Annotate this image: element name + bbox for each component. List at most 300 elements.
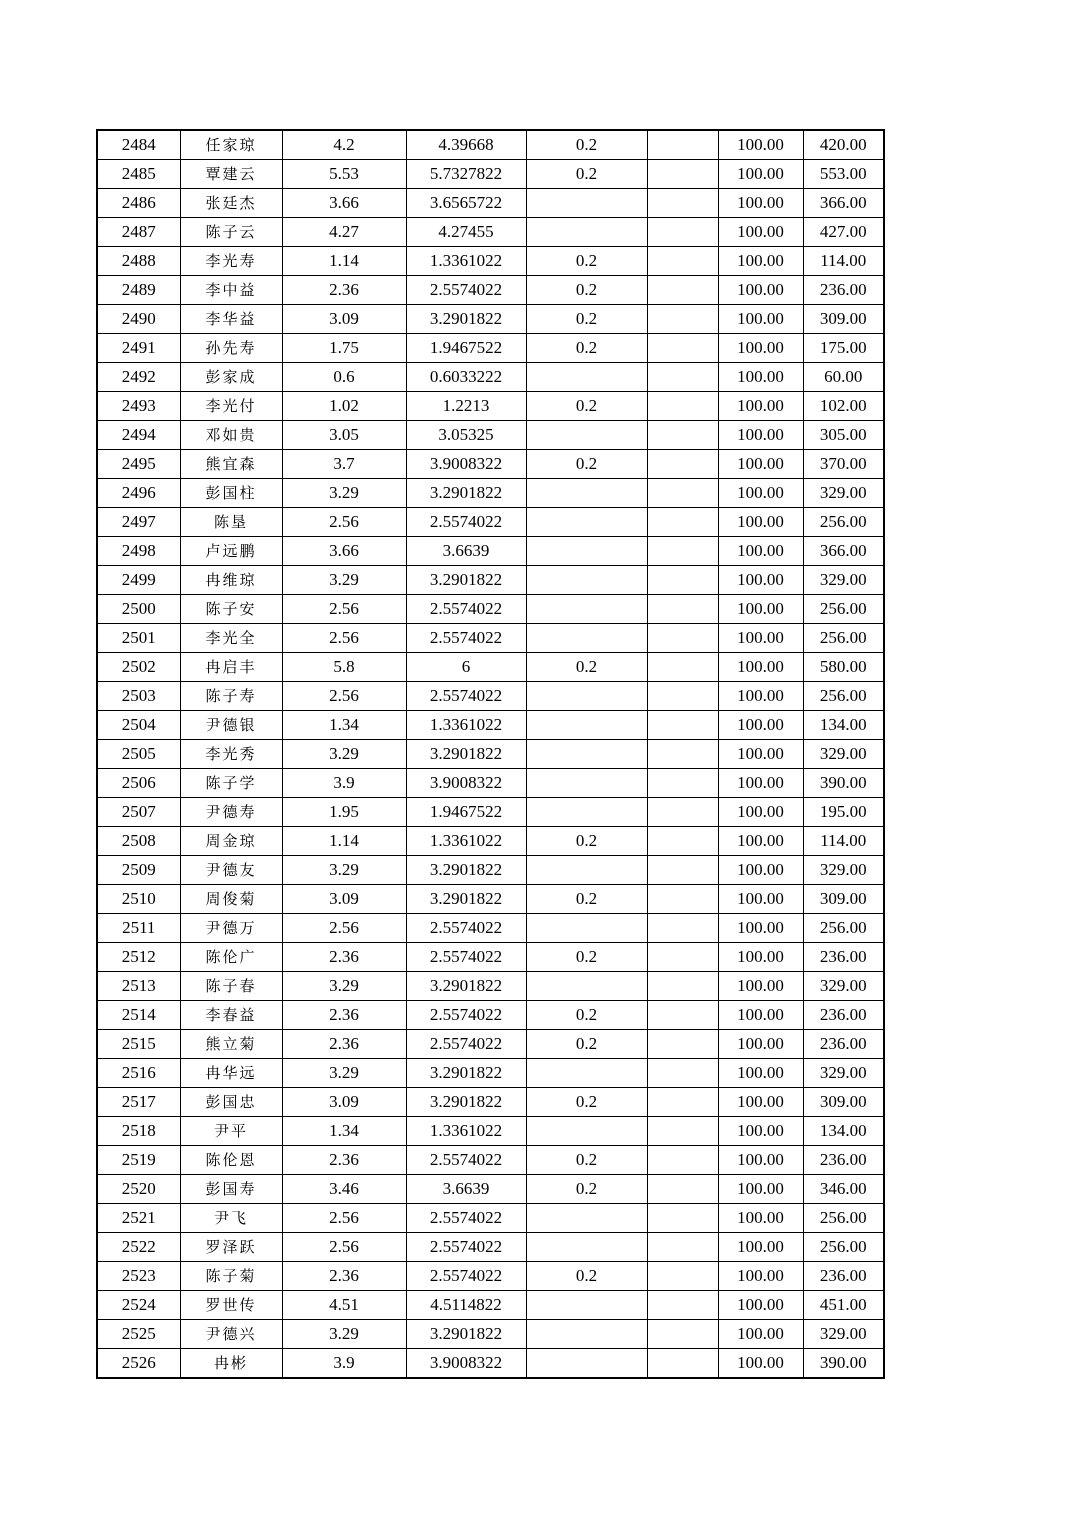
amount-cell: 256.00 xyxy=(803,914,884,943)
area-cell: 2.36 xyxy=(282,276,406,305)
table-row xyxy=(97,653,884,682)
rate-cell: 100.00 xyxy=(718,305,803,334)
amount-cell: 60.00 xyxy=(803,363,884,392)
area-cell: 1.75 xyxy=(282,334,406,363)
blank-cell xyxy=(647,160,718,189)
rate-cell: 100.00 xyxy=(718,885,803,914)
rate-cell: 100.00 xyxy=(718,1059,803,1088)
measured-cell: 2.5574022 xyxy=(406,682,526,711)
table-row xyxy=(97,972,884,1001)
id-cell: 2515 xyxy=(97,1030,180,1059)
rate-cell: 100.00 xyxy=(718,130,803,160)
blank-cell xyxy=(647,885,718,914)
blank-cell xyxy=(647,130,718,160)
rate-cell: 100.00 xyxy=(718,682,803,711)
table-row xyxy=(97,421,884,450)
area-cell: 3.09 xyxy=(282,305,406,334)
area-cell: 3.29 xyxy=(282,1059,406,1088)
measured-cell: 3.2901822 xyxy=(406,885,526,914)
name-cell: 冉华远 xyxy=(180,1059,282,1088)
measured-cell: 2.5574022 xyxy=(406,508,526,537)
rate-cell: 100.00 xyxy=(718,421,803,450)
id-cell: 2519 xyxy=(97,1146,180,1175)
measured-cell: 1.3361022 xyxy=(406,711,526,740)
name-cell: 熊宜森 xyxy=(180,450,282,479)
blank-cell xyxy=(647,1320,718,1349)
table-row xyxy=(97,1262,884,1291)
amount-cell: 195.00 xyxy=(803,798,884,827)
amount-cell: 102.00 xyxy=(803,392,884,421)
table-row xyxy=(97,1204,884,1233)
adjust-cell: 0.2 xyxy=(526,653,647,682)
amount-cell: 366.00 xyxy=(803,537,884,566)
name-cell: 李光付 xyxy=(180,392,282,421)
area-cell: 2.56 xyxy=(282,624,406,653)
table-row xyxy=(97,1349,884,1379)
area-cell: 4.51 xyxy=(282,1291,406,1320)
measured-cell: 1.3361022 xyxy=(406,247,526,276)
id-cell: 2524 xyxy=(97,1291,180,1320)
area-cell: 3.29 xyxy=(282,566,406,595)
area-cell: 3.9 xyxy=(282,769,406,798)
amount-cell: 134.00 xyxy=(803,711,884,740)
amount-cell: 305.00 xyxy=(803,421,884,450)
name-cell: 尹德银 xyxy=(180,711,282,740)
table-row xyxy=(97,1059,884,1088)
table-row xyxy=(97,1233,884,1262)
measured-cell: 2.5574022 xyxy=(406,1233,526,1262)
adjust-cell: 0.2 xyxy=(526,305,647,334)
table-row xyxy=(97,363,884,392)
rate-cell: 100.00 xyxy=(718,218,803,247)
blank-cell xyxy=(647,479,718,508)
area-cell: 3.09 xyxy=(282,885,406,914)
table-row xyxy=(97,943,884,972)
rate-cell: 100.00 xyxy=(718,798,803,827)
adjust-cell xyxy=(526,682,647,711)
amount-cell: 329.00 xyxy=(803,740,884,769)
name-cell: 彭家成 xyxy=(180,363,282,392)
table-row xyxy=(97,305,884,334)
amount-cell: 420.00 xyxy=(803,130,884,160)
id-cell: 2513 xyxy=(97,972,180,1001)
blank-cell xyxy=(647,1175,718,1204)
id-cell: 2490 xyxy=(97,305,180,334)
name-cell: 罗世传 xyxy=(180,1291,282,1320)
area-cell: 1.02 xyxy=(282,392,406,421)
rate-cell: 100.00 xyxy=(718,508,803,537)
blank-cell xyxy=(647,798,718,827)
id-cell: 2512 xyxy=(97,943,180,972)
measured-cell: 3.2901822 xyxy=(406,479,526,508)
blank-cell xyxy=(647,1117,718,1146)
table-row xyxy=(97,1146,884,1175)
rate-cell: 100.00 xyxy=(718,653,803,682)
name-cell: 尹德万 xyxy=(180,914,282,943)
rate-cell: 100.00 xyxy=(718,711,803,740)
measured-cell: 2.5574022 xyxy=(406,276,526,305)
measured-cell: 1.9467522 xyxy=(406,334,526,363)
table-row xyxy=(97,1030,884,1059)
area-cell: 2.36 xyxy=(282,943,406,972)
amount-cell: 329.00 xyxy=(803,972,884,1001)
measured-cell: 3.2901822 xyxy=(406,1320,526,1349)
area-cell: 2.56 xyxy=(282,508,406,537)
adjust-cell: 0.2 xyxy=(526,885,647,914)
blank-cell xyxy=(647,566,718,595)
amount-cell: 236.00 xyxy=(803,276,884,305)
name-cell: 邓如贵 xyxy=(180,421,282,450)
id-cell: 2485 xyxy=(97,160,180,189)
area-cell: 2.36 xyxy=(282,1030,406,1059)
amount-cell: 114.00 xyxy=(803,827,884,856)
blank-cell xyxy=(647,1146,718,1175)
name-cell: 冉启丰 xyxy=(180,653,282,682)
rate-cell: 100.00 xyxy=(718,1030,803,1059)
table-row xyxy=(97,1291,884,1320)
table-row xyxy=(97,334,884,363)
area-cell: 2.56 xyxy=(282,595,406,624)
blank-cell xyxy=(647,1204,718,1233)
blank-cell xyxy=(647,537,718,566)
id-cell: 2525 xyxy=(97,1320,180,1349)
id-cell: 2516 xyxy=(97,1059,180,1088)
rate-cell: 100.00 xyxy=(718,1088,803,1117)
amount-cell: 236.00 xyxy=(803,1146,884,1175)
name-cell: 尹德兴 xyxy=(180,1320,282,1349)
blank-cell xyxy=(647,740,718,769)
name-cell: 罗泽跃 xyxy=(180,1233,282,1262)
name-cell: 陈伦恩 xyxy=(180,1146,282,1175)
id-cell: 2509 xyxy=(97,856,180,885)
measured-cell: 2.5574022 xyxy=(406,1030,526,1059)
rate-cell: 100.00 xyxy=(718,189,803,218)
table-body xyxy=(97,130,884,1378)
blank-cell xyxy=(647,1001,718,1030)
measured-cell: 3.05325 xyxy=(406,421,526,450)
table-row xyxy=(97,189,884,218)
name-cell: 陈子寿 xyxy=(180,682,282,711)
adjust-cell: 0.2 xyxy=(526,827,647,856)
area-cell: 2.36 xyxy=(282,1001,406,1030)
measured-cell: 3.2901822 xyxy=(406,1088,526,1117)
measured-cell: 3.9008322 xyxy=(406,769,526,798)
adjust-cell xyxy=(526,1117,647,1146)
blank-cell xyxy=(647,653,718,682)
blank-cell xyxy=(647,305,718,334)
amount-cell: 329.00 xyxy=(803,566,884,595)
adjust-cell xyxy=(526,1320,647,1349)
id-cell: 2522 xyxy=(97,1233,180,1262)
name-cell: 李华益 xyxy=(180,305,282,334)
blank-cell xyxy=(647,1349,718,1379)
amount-cell: 329.00 xyxy=(803,479,884,508)
blank-cell xyxy=(647,856,718,885)
blank-cell xyxy=(647,1233,718,1262)
id-cell: 2500 xyxy=(97,595,180,624)
blank-cell xyxy=(647,624,718,653)
area-cell: 3.29 xyxy=(282,740,406,769)
area-cell: 3.66 xyxy=(282,537,406,566)
id-cell: 2508 xyxy=(97,827,180,856)
area-cell: 3.29 xyxy=(282,1320,406,1349)
adjust-cell xyxy=(526,595,647,624)
area-cell: 2.56 xyxy=(282,1204,406,1233)
area-cell: 5.53 xyxy=(282,160,406,189)
measured-cell: 3.2901822 xyxy=(406,1059,526,1088)
measured-cell: 2.5574022 xyxy=(406,1001,526,1030)
id-cell: 2497 xyxy=(97,508,180,537)
id-cell: 2493 xyxy=(97,392,180,421)
adjust-cell: 0.2 xyxy=(526,1088,647,1117)
id-cell: 2514 xyxy=(97,1001,180,1030)
table-row xyxy=(97,1117,884,1146)
name-cell: 尹德寿 xyxy=(180,798,282,827)
id-cell: 2491 xyxy=(97,334,180,363)
adjust-cell: 0.2 xyxy=(526,1001,647,1030)
rate-cell: 100.00 xyxy=(718,479,803,508)
measured-cell: 2.5574022 xyxy=(406,1204,526,1233)
adjust-cell xyxy=(526,218,647,247)
area-cell: 3.29 xyxy=(282,856,406,885)
amount-cell: 236.00 xyxy=(803,1001,884,1030)
id-cell: 2486 xyxy=(97,189,180,218)
measured-cell: 5.7327822 xyxy=(406,160,526,189)
name-cell: 卢远鹏 xyxy=(180,537,282,566)
measured-cell: 2.5574022 xyxy=(406,914,526,943)
table-row xyxy=(97,798,884,827)
adjust-cell: 0.2 xyxy=(526,334,647,363)
blank-cell xyxy=(647,392,718,421)
name-cell: 冉彬 xyxy=(180,1349,282,1379)
amount-cell: 256.00 xyxy=(803,624,884,653)
blank-cell xyxy=(647,1059,718,1088)
rate-cell: 100.00 xyxy=(718,769,803,798)
name-cell: 任家琼 xyxy=(180,130,282,160)
name-cell: 陈子云 xyxy=(180,218,282,247)
amount-cell: 553.00 xyxy=(803,160,884,189)
rate-cell: 100.00 xyxy=(718,1233,803,1262)
name-cell: 周金琼 xyxy=(180,827,282,856)
id-cell: 2502 xyxy=(97,653,180,682)
blank-cell xyxy=(647,450,718,479)
area-cell: 1.14 xyxy=(282,247,406,276)
measured-cell: 3.2901822 xyxy=(406,972,526,1001)
name-cell: 李中益 xyxy=(180,276,282,305)
measured-cell: 3.2901822 xyxy=(406,740,526,769)
name-cell: 彭国寿 xyxy=(180,1175,282,1204)
measured-cell: 2.5574022 xyxy=(406,943,526,972)
rate-cell: 100.00 xyxy=(718,160,803,189)
rate-cell: 100.00 xyxy=(718,276,803,305)
id-cell: 2518 xyxy=(97,1117,180,1146)
amount-cell: 236.00 xyxy=(803,1030,884,1059)
data-table xyxy=(96,129,885,1379)
id-cell: 2488 xyxy=(97,247,180,276)
amount-cell: 390.00 xyxy=(803,1349,884,1379)
id-cell: 2504 xyxy=(97,711,180,740)
measured-cell: 6 xyxy=(406,653,526,682)
area-cell: 2.36 xyxy=(282,1262,406,1291)
measured-cell: 3.9008322 xyxy=(406,1349,526,1379)
adjust-cell xyxy=(526,508,647,537)
blank-cell xyxy=(647,1262,718,1291)
table-row xyxy=(97,595,884,624)
rate-cell: 100.00 xyxy=(718,1146,803,1175)
amount-cell: 309.00 xyxy=(803,305,884,334)
id-cell: 2526 xyxy=(97,1349,180,1379)
area-cell: 3.9 xyxy=(282,1349,406,1379)
id-cell: 2501 xyxy=(97,624,180,653)
measured-cell: 0.6033222 xyxy=(406,363,526,392)
measured-cell: 1.9467522 xyxy=(406,798,526,827)
adjust-cell xyxy=(526,1349,647,1379)
adjust-cell xyxy=(526,624,647,653)
rate-cell: 100.00 xyxy=(718,624,803,653)
adjust-cell xyxy=(526,363,647,392)
name-cell: 孙先寿 xyxy=(180,334,282,363)
blank-cell xyxy=(647,1291,718,1320)
blank-cell xyxy=(647,682,718,711)
measured-cell: 4.5114822 xyxy=(406,1291,526,1320)
area-cell: 0.6 xyxy=(282,363,406,392)
measured-cell: 2.5574022 xyxy=(406,595,526,624)
blank-cell xyxy=(647,914,718,943)
id-cell: 2503 xyxy=(97,682,180,711)
adjust-cell xyxy=(526,798,647,827)
amount-cell: 236.00 xyxy=(803,943,884,972)
table-row xyxy=(97,1320,884,1349)
table-row xyxy=(97,450,884,479)
adjust-cell xyxy=(526,769,647,798)
amount-cell: 580.00 xyxy=(803,653,884,682)
table-row xyxy=(97,624,884,653)
area-cell: 3.29 xyxy=(282,972,406,1001)
name-cell: 彭国柱 xyxy=(180,479,282,508)
measured-cell: 3.6639 xyxy=(406,537,526,566)
table-row xyxy=(97,1088,884,1117)
rate-cell: 100.00 xyxy=(718,1262,803,1291)
rate-cell: 100.00 xyxy=(718,1349,803,1379)
table-row xyxy=(97,769,884,798)
name-cell: 李光秀 xyxy=(180,740,282,769)
area-cell: 1.95 xyxy=(282,798,406,827)
table-row xyxy=(97,1175,884,1204)
rate-cell: 100.00 xyxy=(718,1291,803,1320)
adjust-cell: 0.2 xyxy=(526,450,647,479)
id-cell: 2511 xyxy=(97,914,180,943)
table-row xyxy=(97,885,884,914)
adjust-cell: 0.2 xyxy=(526,943,647,972)
name-cell: 尹平 xyxy=(180,1117,282,1146)
area-cell: 4.27 xyxy=(282,218,406,247)
amount-cell: 370.00 xyxy=(803,450,884,479)
rate-cell: 100.00 xyxy=(718,595,803,624)
measured-cell: 3.9008322 xyxy=(406,450,526,479)
blank-cell xyxy=(647,827,718,856)
rate-cell: 100.00 xyxy=(718,914,803,943)
id-cell: 2489 xyxy=(97,276,180,305)
id-cell: 2494 xyxy=(97,421,180,450)
adjust-cell: 0.2 xyxy=(526,1175,647,1204)
adjust-cell xyxy=(526,537,647,566)
measured-cell: 3.2901822 xyxy=(406,566,526,595)
amount-cell: 329.00 xyxy=(803,1320,884,1349)
table-row xyxy=(97,566,884,595)
rate-cell: 100.00 xyxy=(718,856,803,885)
name-cell: 冉维琼 xyxy=(180,566,282,595)
adjust-cell xyxy=(526,914,647,943)
rate-cell: 100.00 xyxy=(718,1001,803,1030)
amount-cell: 346.00 xyxy=(803,1175,884,1204)
blank-cell xyxy=(647,189,718,218)
adjust-cell xyxy=(526,189,647,218)
adjust-cell xyxy=(526,421,647,450)
name-cell: 熊立菊 xyxy=(180,1030,282,1059)
measured-cell: 1.3361022 xyxy=(406,1117,526,1146)
rate-cell: 100.00 xyxy=(718,363,803,392)
rate-cell: 100.00 xyxy=(718,1117,803,1146)
table-row xyxy=(97,130,884,160)
adjust-cell xyxy=(526,1233,647,1262)
blank-cell xyxy=(647,972,718,1001)
adjust-cell xyxy=(526,1291,647,1320)
name-cell: 陈垦 xyxy=(180,508,282,537)
table-row xyxy=(97,856,884,885)
measured-cell: 1.2213 xyxy=(406,392,526,421)
area-cell: 3.29 xyxy=(282,479,406,508)
rate-cell: 100.00 xyxy=(718,972,803,1001)
amount-cell: 256.00 xyxy=(803,1204,884,1233)
adjust-cell: 0.2 xyxy=(526,130,647,160)
table-row xyxy=(97,1001,884,1030)
adjust-cell xyxy=(526,711,647,740)
amount-cell: 309.00 xyxy=(803,1088,884,1117)
area-cell: 2.56 xyxy=(282,914,406,943)
area-cell: 3.66 xyxy=(282,189,406,218)
amount-cell: 236.00 xyxy=(803,1262,884,1291)
id-cell: 2498 xyxy=(97,537,180,566)
adjust-cell: 0.2 xyxy=(526,1030,647,1059)
area-cell: 3.7 xyxy=(282,450,406,479)
blank-cell xyxy=(647,1030,718,1059)
name-cell: 陈子学 xyxy=(180,769,282,798)
name-cell: 李光寿 xyxy=(180,247,282,276)
rate-cell: 100.00 xyxy=(718,334,803,363)
id-cell: 2505 xyxy=(97,740,180,769)
id-cell: 2484 xyxy=(97,130,180,160)
rate-cell: 100.00 xyxy=(718,943,803,972)
amount-cell: 256.00 xyxy=(803,508,884,537)
amount-cell: 329.00 xyxy=(803,1059,884,1088)
adjust-cell: 0.2 xyxy=(526,392,647,421)
area-cell: 1.14 xyxy=(282,827,406,856)
table-row xyxy=(97,711,884,740)
adjust-cell: 0.2 xyxy=(526,247,647,276)
blank-cell xyxy=(647,508,718,537)
adjust-cell xyxy=(526,972,647,1001)
id-cell: 2496 xyxy=(97,479,180,508)
amount-cell: 451.00 xyxy=(803,1291,884,1320)
id-cell: 2523 xyxy=(97,1262,180,1291)
blank-cell xyxy=(647,247,718,276)
name-cell: 张廷杰 xyxy=(180,189,282,218)
rate-cell: 100.00 xyxy=(718,740,803,769)
blank-cell xyxy=(647,595,718,624)
measured-cell: 3.6565722 xyxy=(406,189,526,218)
rate-cell: 100.00 xyxy=(718,537,803,566)
area-cell: 2.56 xyxy=(282,682,406,711)
